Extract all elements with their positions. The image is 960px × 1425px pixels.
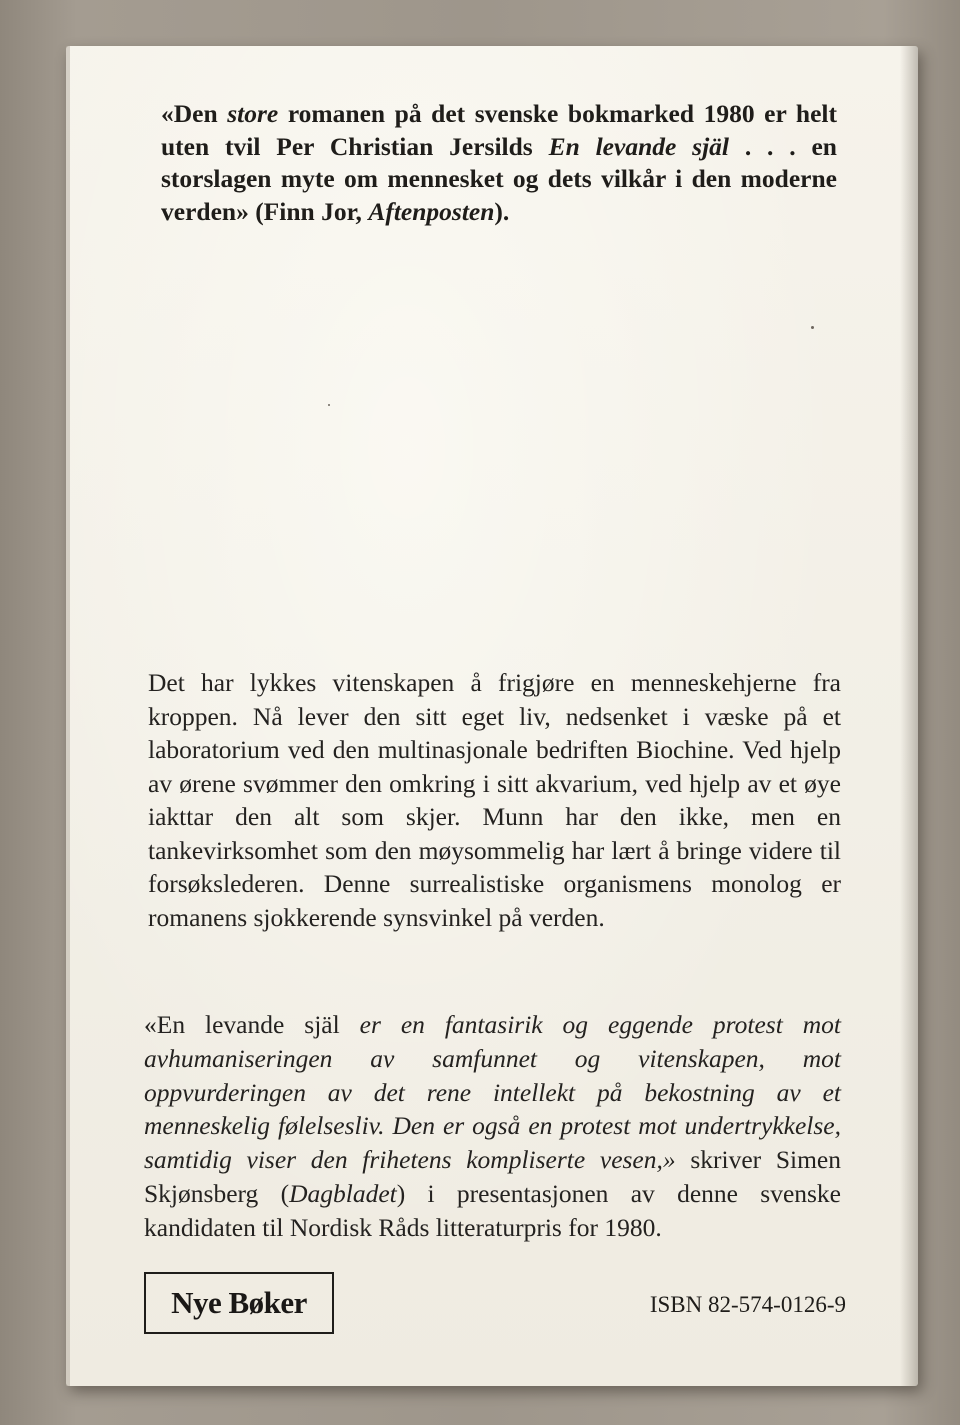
quote-text: ). [494, 196, 510, 226]
quote-text: «Den [161, 99, 228, 128]
quote-text: skriver Simen Skjønsberg ( [144, 1145, 841, 1208]
paper-speck [811, 326, 814, 329]
quote-text: ) i presentasjonen av denne svenske kandidaten til Nordisk Råds litteraturpris for 1980. [144, 1178, 842, 1242]
quote-text: . . . en storslagen myte om mennesket og dets vilkår i den moderne verden» (Finn Jor, [161, 131, 837, 226]
quote-text: «En levande själ [144, 1010, 360, 1039]
quote-italic-source: Dagbladet [289, 1178, 397, 1208]
quote-italic-body: er en fantasirik og eggende protest mot avhumaniseringen av samfunnet og vitenskapen, mot oppvurderingen av det rene intellekt på bekostning av et menneskelig følelsesliv. Den er også en protest mot undertrykkelse, samtidig viser den frihetens kompliserte vesen,» [144, 1010, 841, 1175]
quote-text: romanen på det svenske bokmarked 1980 er helt uten tvil Per Christian Jersilds [161, 99, 837, 161]
isbn-number: ISBN 82-574-0126-9 [649, 1292, 846, 1317]
quote-italic-title: En levande själ [548, 131, 729, 161]
cover-right-edge [900, 46, 918, 1386]
paper-speck [328, 404, 330, 406]
book-back-cover [66, 46, 918, 1386]
cover-left-edge [66, 46, 70, 1386]
quote-italic-source: Aftenposten [368, 196, 495, 226]
blurb-paragraph: Det har lykkes vitenskapen å frigjøre en menneskehjerne fra kroppen. Nå lever den sitt eget liv, nedsenket i væske på et laboratorium ved den multinasjonale bedriften Biochine. Ved hjelp av ørene svømmer den omkring i sitt akvarium, ved hjelp av et øye iakttar den alt som skjer. Munn har den ikke, men en tankevirksomhet som den møysommelig har lært å bringe videre til forsøkslederen. Denne surrealistiske organismens monolog er romanens sjokkerende synsvinkel på verden. [148, 668, 841, 932]
quote-italic-store: store [227, 99, 279, 128]
publisher-logo: Nye Bøker [144, 1272, 334, 1334]
review-quote-top [161, 98, 837, 228]
review-quote-bottom [144, 1008, 841, 1245]
